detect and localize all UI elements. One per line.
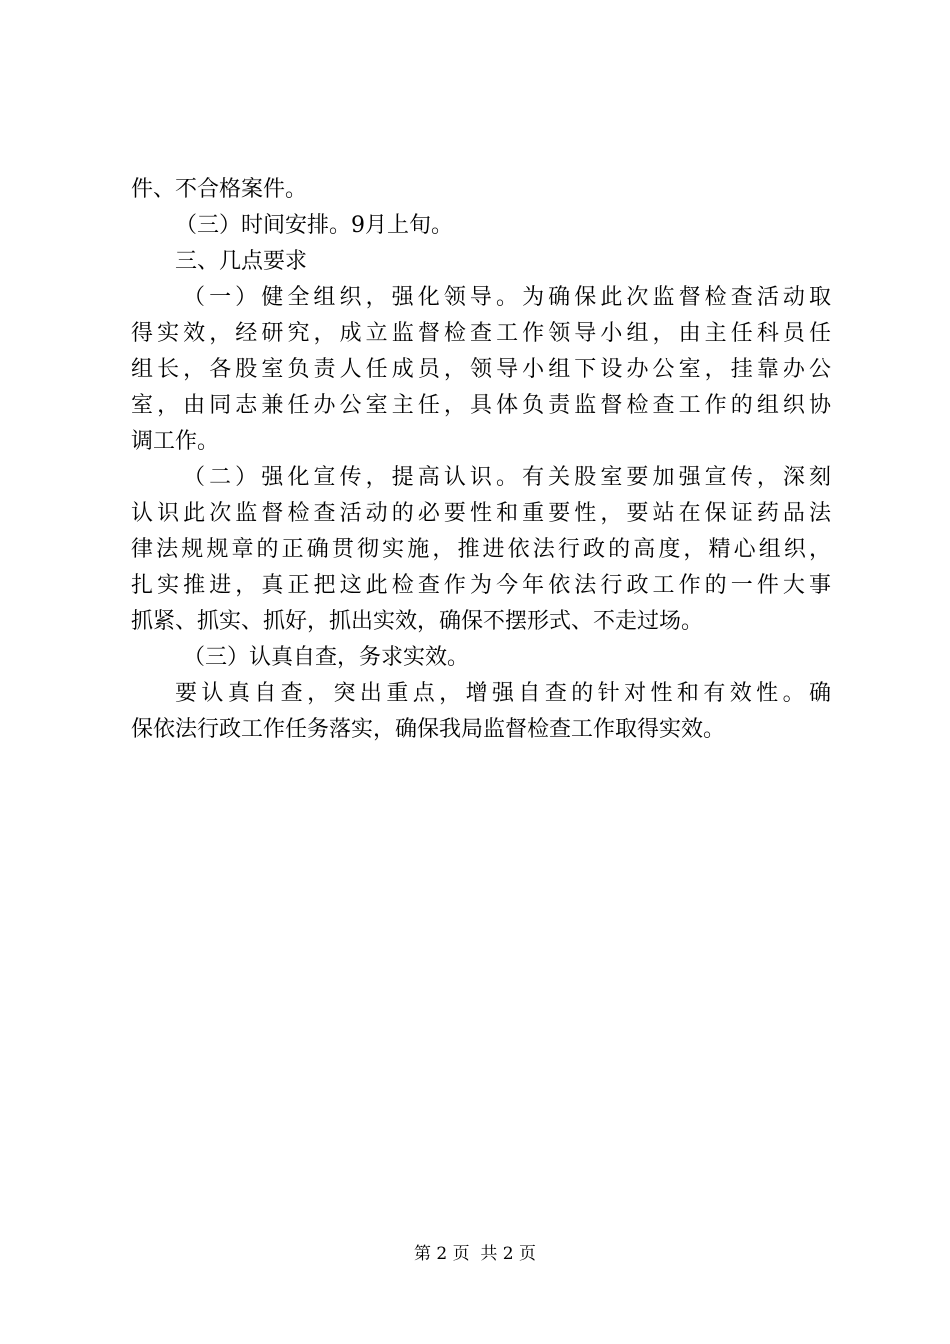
paragraph-line: （二）强化宣传，提高认识。有关股室要加强宣传，深刻	[183, 465, 831, 490]
page-footer	[0, 1242, 950, 1266]
paragraph-line: 件、不合格案件。	[131, 177, 308, 202]
paragraph-line: 律法规规章的正确贯彻实施，推进依法行政的高度，精心组织，	[131, 537, 831, 562]
paragraph-line: 保依法行政工作任务落实，确保我局监督检查工作取得实效。	[131, 717, 726, 742]
paragraph-line: 扎实推进，真正把这此检查作为今年依法行政工作的一件大事	[131, 573, 831, 598]
paragraph-line: （三）时间安排。9月上旬。	[175, 213, 453, 238]
page-number: 第 2 页 共 2 页	[413, 1244, 537, 1264]
paragraph-line: 抓紧、抓实、抓好，抓出实效，确保不摆形式、不走过场。	[131, 609, 704, 634]
paragraph-line: 得实效，经研究，成立监督检查工作领导小组，由主任科员任	[131, 321, 831, 346]
document-body	[131, 172, 831, 748]
paragraph-line: 认识此次监督检查活动的必要性和重要性，要站在保证药品法	[131, 501, 831, 526]
paragraph-line: （三）认真自查，务求实效。	[183, 645, 470, 670]
paragraph-line: （一）健全组织，强化领导。为确保此次监督检查活动取	[183, 285, 831, 310]
section-heading: 三、几点要求	[175, 249, 308, 274]
paragraph-line: 组长，各股室负责人任成员，领导小组下设办公室，挂靠办公	[131, 357, 831, 382]
paragraph-line: 要认真自查，突出重点，增强自查的针对性和有效性。确	[175, 681, 831, 706]
paragraph-line: 调工作。	[131, 429, 220, 454]
paragraph-line: 室，由同志兼任办公室主任，具体负责监督检查工作的组织协	[131, 393, 831, 418]
